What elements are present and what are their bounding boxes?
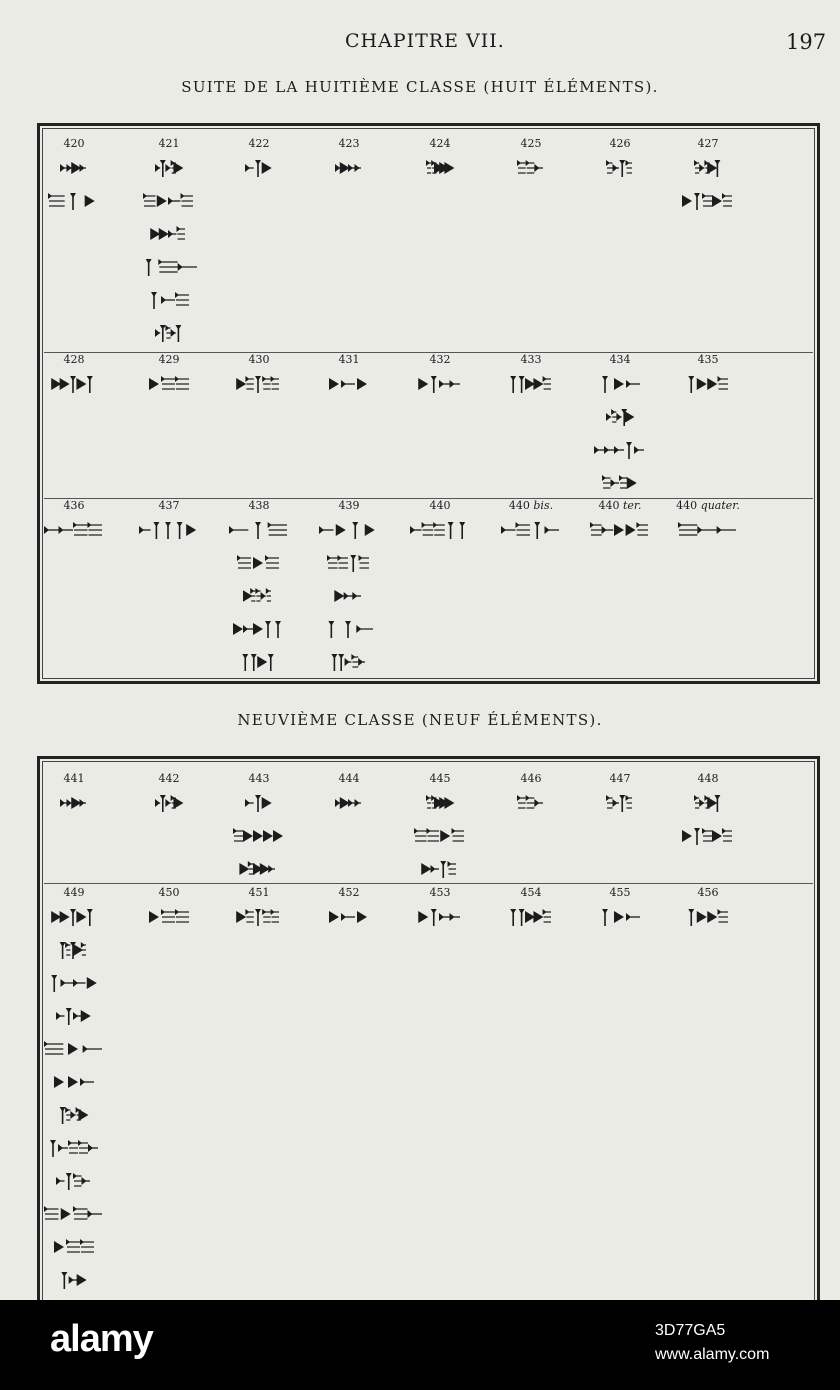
sign-number-value: 428	[63, 353, 85, 366]
cuneiform-sign-icon	[329, 651, 369, 673]
sign-number-value: 432	[429, 353, 451, 366]
cuneiform-sign-icon	[50, 1236, 98, 1258]
sign-cell	[395, 138, 485, 190]
sign-number-value: 451	[248, 886, 270, 899]
sign-number	[521, 354, 542, 366]
sign-cell	[214, 887, 304, 939]
cuneiform-sign-icon	[50, 1071, 98, 1093]
running-head: CHAPITRE VII.	[345, 30, 505, 52]
cuneiform-sign-icon	[58, 1269, 90, 1291]
sign-number-value: 444	[338, 772, 360, 785]
watermark-logo: alamy	[50, 1318, 153, 1360]
sign-number	[430, 500, 451, 512]
sign-number-value: 420	[63, 137, 85, 150]
cuneiform-sign-icon	[676, 519, 740, 541]
sign-number	[159, 138, 180, 150]
sign-cell	[575, 354, 665, 505]
sign-number	[64, 138, 85, 150]
cuneiform-sign-icon	[145, 373, 193, 395]
cuneiform-sign-icon	[592, 439, 648, 461]
sign-cell	[29, 354, 119, 406]
sign-number	[64, 887, 85, 899]
watermark-band	[0, 1300, 840, 1390]
sign-number	[249, 887, 270, 899]
sign-number	[64, 773, 85, 785]
cuneiform-sign-icon	[227, 519, 291, 541]
cuneiform-sign-icon	[46, 190, 102, 212]
cuneiform-sign-icon	[153, 322, 185, 344]
sign-table-class-9	[37, 756, 820, 1300]
sign-cell	[214, 500, 304, 684]
sign-number	[610, 887, 631, 899]
cuneiform-sign-icon	[325, 552, 373, 574]
sign-cell	[304, 773, 394, 825]
sign-number-value: 433	[520, 353, 542, 366]
cuneiform-sign-icon	[42, 1203, 106, 1225]
sign-number	[159, 887, 180, 899]
sign-number-value: 446	[520, 772, 542, 785]
cuneiform-sign-icon	[600, 472, 640, 494]
cuneiform-sign-icon	[235, 906, 283, 928]
sign-cell	[575, 500, 665, 552]
sign-number	[159, 500, 180, 512]
sign-number	[430, 887, 451, 899]
sign-number	[698, 887, 719, 899]
section-title-8: SUITE DE LA HUITIÈME CLASSE (HUIT ÉLÉMENTS).	[181, 78, 659, 96]
sign-number	[698, 354, 719, 366]
sign-number-value: 431	[338, 353, 360, 366]
sign-cell	[124, 500, 214, 552]
sign-number-value: 438	[248, 499, 270, 512]
cuneiform-sign-icon	[596, 373, 644, 395]
cuneiform-sign-icon	[604, 157, 636, 179]
cuneiform-sign-icon	[333, 157, 365, 179]
sign-number	[430, 354, 451, 366]
cuneiform-sign-icon	[239, 651, 279, 673]
sign-number-value: 449	[63, 886, 85, 899]
cuneiform-sign-icon	[412, 825, 468, 847]
sign-number	[159, 773, 180, 785]
sign-number-value: 434	[609, 353, 631, 366]
sign-number	[64, 500, 85, 512]
sign-number-value: 452	[338, 886, 360, 899]
cuneiform-sign-icon	[58, 157, 90, 179]
cuneiform-sign-icon	[408, 519, 472, 541]
cuneiform-sign-icon	[424, 792, 456, 814]
cuneiform-sign-icon	[317, 519, 381, 541]
cuneiform-sign-icon	[507, 373, 555, 395]
sign-cell	[395, 887, 485, 939]
sign-cell	[29, 887, 119, 1300]
sign-number	[430, 773, 451, 785]
cuneiform-sign-icon	[588, 519, 652, 541]
watermark-image-id: 3D77GA5	[655, 1322, 726, 1339]
sign-number-value: 437	[158, 499, 180, 512]
cuneiform-sign-icon	[145, 289, 193, 311]
sign-cell	[486, 354, 576, 406]
sign-number	[339, 354, 360, 366]
sign-cell	[395, 500, 485, 552]
sign-cell	[29, 138, 119, 223]
sign-cell	[663, 773, 753, 858]
sign-number-value: 448	[697, 772, 719, 785]
sign-cell	[486, 138, 576, 190]
cuneiform-sign-icon	[692, 792, 724, 814]
cuneiform-sign-icon	[243, 157, 275, 179]
sign-cell	[304, 354, 394, 406]
sign-number	[339, 138, 360, 150]
sign-cell	[575, 773, 665, 825]
sign-cell	[663, 500, 753, 552]
sign-number	[249, 773, 270, 785]
cuneiform-sign-icon	[46, 1137, 102, 1159]
sign-table-class-8	[37, 123, 820, 684]
sign-number	[64, 354, 85, 366]
cuneiform-sign-icon	[680, 825, 736, 847]
cuneiform-sign-icon	[507, 906, 555, 928]
sign-number-value: 425	[520, 137, 542, 150]
cuneiform-sign-icon	[145, 906, 193, 928]
sign-number-suffix: ter.	[623, 499, 642, 512]
cuneiform-sign-icon	[420, 858, 460, 880]
cuneiform-sign-icon	[141, 190, 197, 212]
sign-number	[249, 500, 270, 512]
sign-number-value: 443	[248, 772, 270, 785]
sign-number	[521, 138, 542, 150]
sign-number	[610, 773, 631, 785]
cuneiform-sign-icon	[46, 972, 102, 994]
sign-cell	[124, 773, 214, 825]
cuneiform-sign-icon	[684, 373, 732, 395]
cuneiform-sign-icon	[235, 373, 283, 395]
sign-cell	[29, 773, 119, 825]
cuneiform-sign-icon	[325, 906, 373, 928]
cuneiform-sign-icon	[149, 223, 189, 245]
sign-number	[521, 773, 542, 785]
sign-cell	[575, 138, 665, 190]
cuneiform-sign-icon	[58, 939, 90, 961]
sign-number	[610, 354, 631, 366]
sign-cell	[663, 354, 753, 406]
sign-cell	[214, 138, 304, 190]
sign-number-value: 439	[338, 499, 360, 512]
sign-number	[430, 138, 451, 150]
sign-cell	[486, 773, 576, 825]
cuneiform-sign-icon	[231, 825, 287, 847]
cuneiform-sign-icon	[153, 792, 185, 814]
sign-cell	[395, 773, 485, 891]
cuneiform-sign-icon	[137, 256, 201, 278]
cuneiform-sign-icon	[596, 906, 644, 928]
sign-number	[249, 138, 270, 150]
sign-number	[698, 773, 719, 785]
sign-number-value: 445	[429, 772, 451, 785]
cuneiform-sign-icon	[604, 792, 636, 814]
cuneiform-sign-icon	[239, 858, 279, 880]
cuneiform-sign-icon	[231, 618, 287, 640]
cuneiform-sign-icon	[321, 618, 377, 640]
cuneiform-sign-icon	[54, 1170, 94, 1192]
sign-cell	[486, 500, 576, 552]
sign-number	[159, 354, 180, 366]
sign-cell	[124, 354, 214, 406]
sign-number	[339, 887, 360, 899]
sign-number-value: 423	[338, 137, 360, 150]
sign-cell	[214, 773, 304, 891]
sign-number-value: 447	[609, 772, 631, 785]
sign-number-suffix: bis.	[533, 499, 554, 512]
sign-cell	[395, 354, 485, 406]
cuneiform-sign-icon	[50, 373, 98, 395]
cuneiform-sign-icon	[424, 157, 456, 179]
sign-cell	[124, 138, 214, 355]
sign-number	[676, 500, 740, 512]
cuneiform-sign-icon	[692, 157, 724, 179]
sign-number	[599, 500, 642, 512]
sign-number	[249, 354, 270, 366]
sign-number-value: 440	[676, 499, 698, 512]
cuneiform-sign-icon	[680, 190, 736, 212]
sign-cell	[304, 500, 394, 684]
cuneiform-sign-icon	[684, 906, 732, 928]
cuneiform-sign-icon	[515, 157, 547, 179]
page-number: 197	[786, 30, 827, 54]
sign-number-value: 427	[697, 137, 719, 150]
cuneiform-sign-icon	[54, 1005, 94, 1027]
cuneiform-sign-icon	[58, 792, 90, 814]
sign-cell	[124, 887, 214, 939]
sign-number-value: 440	[429, 499, 451, 512]
cuneiform-sign-icon	[137, 519, 201, 541]
cuneiform-sign-icon	[58, 1104, 90, 1126]
cuneiform-sign-icon	[416, 373, 464, 395]
cuneiform-sign-icon	[243, 792, 275, 814]
sign-number-value: 450	[158, 886, 180, 899]
cuneiform-sign-icon	[243, 585, 275, 607]
sign-cell	[486, 887, 576, 939]
sign-number	[339, 500, 360, 512]
sign-number-value: 421	[158, 137, 180, 150]
sign-cell	[663, 887, 753, 939]
sign-number-value: 430	[248, 353, 270, 366]
sign-number-value: 454	[520, 886, 542, 899]
cuneiform-sign-icon	[50, 906, 98, 928]
sign-number-value: 440	[508, 499, 530, 512]
sign-number-value: 426	[609, 137, 631, 150]
sign-number	[610, 138, 631, 150]
sign-cell	[575, 887, 665, 939]
sign-number-suffix: quater.	[700, 499, 740, 512]
sign-cell	[663, 138, 753, 223]
cuneiform-sign-icon	[333, 585, 365, 607]
sign-number	[339, 773, 360, 785]
cuneiform-sign-icon	[416, 906, 464, 928]
sign-number	[521, 887, 542, 899]
sign-cell	[304, 138, 394, 190]
sign-number-value: 442	[158, 772, 180, 785]
sign-number-value: 435	[697, 353, 719, 366]
sign-number-value: 429	[158, 353, 180, 366]
sign-cell	[214, 354, 304, 406]
cuneiform-sign-icon	[604, 406, 636, 428]
sign-number	[509, 500, 553, 512]
sign-number-value: 453	[429, 886, 451, 899]
sign-number-value: 456	[697, 886, 719, 899]
sign-number-value: 436	[63, 499, 85, 512]
cuneiform-sign-icon	[499, 519, 563, 541]
sign-cell	[304, 887, 394, 939]
section-title-9: NEUVIÈME CLASSE (NEUF ÉLÉMENTS).	[237, 711, 603, 729]
sign-number-value: 424	[429, 137, 451, 150]
cuneiform-sign-icon	[515, 792, 547, 814]
sign-number-value: 455	[609, 886, 631, 899]
sign-number-value: 422	[248, 137, 270, 150]
cuneiform-sign-icon	[235, 552, 283, 574]
sign-number-value: 441	[63, 772, 85, 785]
cuneiform-sign-icon	[333, 792, 365, 814]
cuneiform-sign-icon	[42, 519, 106, 541]
cuneiform-sign-icon	[153, 157, 185, 179]
cuneiform-sign-icon	[325, 373, 373, 395]
cuneiform-sign-icon	[42, 1038, 106, 1060]
sign-cell	[29, 500, 119, 552]
sign-number-value: 440	[598, 499, 620, 512]
sign-number	[698, 138, 719, 150]
watermark-url: www.alamy.com	[655, 1346, 770, 1363]
